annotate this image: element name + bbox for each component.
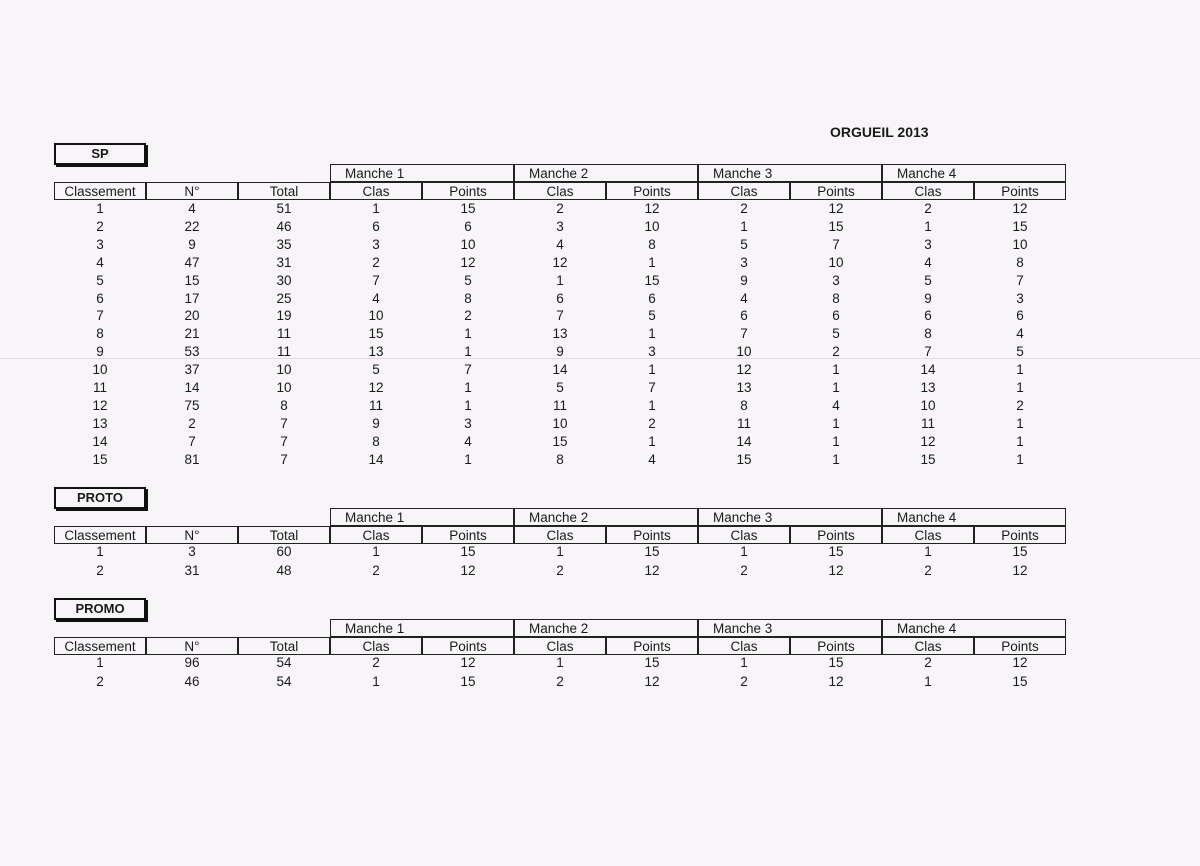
column-header: N° <box>146 182 238 200</box>
table-cell: 1 <box>96 655 104 670</box>
column-header: N° <box>146 526 238 544</box>
table-cell: 7 <box>280 415 288 431</box>
table-cell: 6 <box>1016 308 1024 324</box>
column-header: Clas <box>330 182 422 200</box>
table-cell: 8 <box>280 397 288 413</box>
table-cell: 1 <box>1016 433 1024 449</box>
table-cell: 3 <box>924 236 932 252</box>
column-header: Points <box>422 182 514 200</box>
table-cell: 1 <box>648 433 656 449</box>
column-header: Points <box>606 182 698 200</box>
table-cell: 11 <box>920 415 935 431</box>
table-cell: 2 <box>556 673 564 689</box>
table-cell: 6 <box>96 290 104 306</box>
table-cell: 6 <box>740 308 748 324</box>
table-cell: 4 <box>1016 326 1024 342</box>
table-cell: 5 <box>648 308 656 324</box>
table-cell: 12 <box>644 201 660 216</box>
table-cell: 10 <box>368 308 384 324</box>
table-cell: 10 <box>1012 236 1028 252</box>
table-cell: 12 <box>828 201 844 216</box>
table-row <box>54 236 1066 254</box>
table-cell: 10 <box>276 380 292 395</box>
table-cell: 48 <box>276 562 292 578</box>
table-cell: 15 <box>644 544 660 559</box>
table-cell: 1 <box>924 544 932 559</box>
table-cell: 13 <box>736 380 752 395</box>
table-cell: 20 <box>184 308 200 324</box>
table-cell: 11 <box>368 397 383 413</box>
table-cell: 13 <box>552 326 568 342</box>
table-cell: 15 <box>460 201 476 216</box>
table-cell: 3 <box>372 236 380 252</box>
table-cell: 14 <box>92 433 108 449</box>
table-cell: 54 <box>276 673 292 689</box>
table-row <box>54 343 1066 361</box>
table-cell: 46 <box>184 673 200 689</box>
manche-header: Manche 4 <box>882 619 1066 637</box>
column-header: Clas <box>514 637 606 655</box>
table-cell: 15 <box>828 655 844 670</box>
table-cell: 5 <box>556 380 564 395</box>
table-cell: 25 <box>276 290 292 306</box>
table-cell: 1 <box>556 272 564 288</box>
table-cell: 11 <box>92 380 107 395</box>
table-cell: 4 <box>372 290 380 306</box>
table-cell: 46 <box>276 218 292 234</box>
table-cell: 1 <box>464 380 472 395</box>
column-header-row <box>54 182 1066 200</box>
table-cell: 75 <box>184 397 200 413</box>
table-cell: 14 <box>920 362 936 378</box>
table-row <box>54 379 1066 397</box>
table-cell: 11 <box>276 344 291 360</box>
manche-header: Manche 1 <box>330 164 514 182</box>
table-cell: 2 <box>372 562 380 578</box>
table-cell: 12 <box>460 562 476 578</box>
table-cell: 8 <box>1016 254 1024 270</box>
column-header: Points <box>974 637 1066 655</box>
table-cell: 35 <box>276 236 292 252</box>
table-row <box>54 543 1066 561</box>
page-title: ORGUEIL 2013 <box>830 124 929 140</box>
table-cell: 15 <box>460 544 476 559</box>
table-cell: 2 <box>648 415 656 431</box>
table-cell: 1 <box>464 397 472 413</box>
column-header: N° <box>146 637 238 655</box>
table-cell: 1 <box>96 544 104 559</box>
table-cell: 1 <box>924 218 932 234</box>
column-header: Total <box>238 526 330 544</box>
table-cell: 10 <box>736 344 752 360</box>
table-cell: 5 <box>96 272 104 288</box>
table-cell: 1 <box>648 362 656 378</box>
table-row <box>54 397 1066 415</box>
table-cell: 7 <box>280 451 288 467</box>
table-cell: 15 <box>828 218 844 234</box>
table-cell: 9 <box>740 272 748 288</box>
table-cell: 12 <box>736 362 752 378</box>
table-cell: 12 <box>1012 201 1028 216</box>
table-cell: 10 <box>828 254 844 270</box>
table-cell: 7 <box>96 308 104 324</box>
column-header: Clas <box>882 526 974 544</box>
table-cell: 2 <box>372 254 380 270</box>
table-cell: 15 <box>460 673 476 689</box>
table-row <box>54 415 1066 433</box>
table-cell: 15 <box>828 544 844 559</box>
table-cell: 2 <box>96 562 104 578</box>
table-cell: 14 <box>184 380 200 395</box>
table-row <box>54 307 1066 325</box>
section-badge: SP <box>54 143 146 165</box>
table-cell: 15 <box>644 272 660 288</box>
table-cell: 11 <box>552 397 567 413</box>
manche-header: Manche 1 <box>330 619 514 637</box>
table-cell: 9 <box>924 290 932 306</box>
table-cell: 13 <box>92 415 108 431</box>
table-cell: 12 <box>460 254 476 270</box>
table-row <box>54 673 1066 691</box>
table-cell: 1 <box>464 344 472 360</box>
table-cell: 2 <box>740 201 748 216</box>
table-cell: 4 <box>924 254 932 270</box>
table-cell: 12 <box>920 433 936 449</box>
table-cell: 1 <box>832 451 840 467</box>
table-cell: 15 <box>644 655 660 670</box>
table-cell: 12 <box>552 254 568 270</box>
table-cell: 12 <box>828 673 844 689</box>
table-cell: 6 <box>648 290 656 306</box>
table-row <box>54 290 1066 308</box>
table-cell: 15 <box>368 326 384 342</box>
table-cell: 1 <box>832 380 840 395</box>
manche-header-row <box>54 619 1066 637</box>
manche-header: Manche 2 <box>514 164 698 182</box>
table-cell: 10 <box>92 362 108 378</box>
table-cell: 17 <box>184 290 200 306</box>
table-cell: 5 <box>832 326 840 342</box>
column-header: Clas <box>698 182 790 200</box>
table-cell: 3 <box>1016 290 1024 306</box>
table-cell: 19 <box>276 308 292 324</box>
table-cell: 12 <box>92 397 108 413</box>
table-cell: 2 <box>96 218 104 234</box>
table-cell: 6 <box>832 308 840 324</box>
table-cell: 31 <box>276 254 292 270</box>
table-cell: 7 <box>280 433 288 449</box>
table-cell: 14 <box>368 451 384 467</box>
table-cell: 7 <box>556 308 564 324</box>
table-cell: 3 <box>832 272 840 288</box>
table-cell: 31 <box>184 562 200 578</box>
table-cell: 15 <box>920 451 936 467</box>
manche-header-row <box>54 164 1066 182</box>
table-cell: 1 <box>924 673 932 689</box>
column-header: Points <box>790 526 882 544</box>
table-cell: 12 <box>1012 562 1028 578</box>
table-cell: 47 <box>184 254 200 270</box>
column-header-row <box>54 526 1066 544</box>
column-header: Classement <box>54 182 146 200</box>
table-cell: 6 <box>464 218 472 234</box>
table-cell: 12 <box>368 380 384 395</box>
table-cell: 1 <box>96 201 104 216</box>
table-cell: 5 <box>464 272 472 288</box>
table-cell: 12 <box>460 655 476 670</box>
table-cell: 10 <box>644 218 660 234</box>
table-cell: 13 <box>368 344 384 360</box>
table-cell: 8 <box>372 433 380 449</box>
table-cell: 2 <box>556 201 564 216</box>
table-cell: 8 <box>740 397 748 413</box>
table-cell: 7 <box>648 380 656 395</box>
table-cell: 7 <box>924 344 932 360</box>
table-cell: 1 <box>832 362 840 378</box>
table-cell: 96 <box>184 655 200 670</box>
table-cell: 7 <box>1016 272 1024 288</box>
column-header: Clas <box>882 182 974 200</box>
column-header: Points <box>974 182 1066 200</box>
table-cell: 1 <box>556 655 564 670</box>
table-cell: 1 <box>1016 451 1024 467</box>
table-cell: 5 <box>1016 344 1024 360</box>
section-badge: PROTO <box>54 487 146 509</box>
table-cell: 1 <box>740 655 748 670</box>
table-cell: 8 <box>556 451 564 467</box>
table-cell: 5 <box>372 362 380 378</box>
column-header: Clas <box>514 526 606 544</box>
table-cell: 10 <box>552 415 568 431</box>
table-cell: 2 <box>740 562 748 578</box>
table-cell: 9 <box>556 344 564 360</box>
table-cell: 4 <box>464 433 472 449</box>
table-cell: 7 <box>740 326 748 342</box>
table-cell: 15 <box>184 272 200 288</box>
table-cell: 2 <box>96 673 104 689</box>
table-cell: 7 <box>188 433 196 449</box>
table-cell: 1 <box>832 433 840 449</box>
table-cell: 5 <box>924 272 932 288</box>
manche-header-row <box>54 508 1066 526</box>
table-cell: 3 <box>188 544 196 559</box>
table-cell: 1 <box>1016 362 1024 378</box>
table-cell: 9 <box>96 344 104 360</box>
table-cell: 6 <box>372 218 380 234</box>
table-cell: 15 <box>92 451 108 467</box>
manche-header: Manche 3 <box>698 164 882 182</box>
column-header-row <box>54 637 1066 655</box>
table-cell: 15 <box>1012 544 1028 559</box>
table-cell: 1 <box>372 201 380 216</box>
manche-header: Manche 3 <box>698 619 882 637</box>
table-cell: 1 <box>372 544 380 559</box>
table-cell: 1 <box>1016 380 1024 395</box>
table-cell: 30 <box>276 272 292 288</box>
table-row <box>54 451 1066 469</box>
table-cell: 4 <box>740 290 748 306</box>
table-cell: 1 <box>648 397 656 413</box>
table-cell: 13 <box>920 380 936 395</box>
table-cell: 22 <box>184 218 200 234</box>
table-cell: 7 <box>464 362 472 378</box>
table-cell: 10 <box>920 397 936 413</box>
table-cell: 15 <box>736 451 752 467</box>
table-cell: 12 <box>644 673 660 689</box>
table-cell: 3 <box>648 344 656 360</box>
table-cell: 37 <box>184 362 200 378</box>
table-row <box>54 562 1066 580</box>
table-cell: 6 <box>556 290 564 306</box>
table-cell: 51 <box>276 201 292 216</box>
manche-header: Manche 2 <box>514 619 698 637</box>
manche-header: Manche 1 <box>330 508 514 526</box>
column-header: Clas <box>698 526 790 544</box>
table-cell: 1 <box>1016 415 1024 431</box>
table-cell: 8 <box>832 290 840 306</box>
table-cell: 14 <box>736 433 752 449</box>
table-cell: 53 <box>184 344 200 360</box>
column-header: Total <box>238 637 330 655</box>
table-cell: 11 <box>736 415 751 431</box>
table-row <box>54 325 1066 343</box>
table-cell: 12 <box>828 562 844 578</box>
table-cell: 2 <box>188 415 196 431</box>
table-cell: 4 <box>96 254 104 270</box>
table-cell: 1 <box>372 673 380 689</box>
table-cell: 4 <box>556 236 564 252</box>
table-cell: 3 <box>96 236 104 252</box>
table-row <box>54 200 1066 218</box>
table-cell: 1 <box>556 544 564 559</box>
table-cell: 60 <box>276 544 292 559</box>
table-cell: 15 <box>1012 218 1028 234</box>
column-header: Clas <box>698 637 790 655</box>
manche-header: Manche 3 <box>698 508 882 526</box>
table-cell: 14 <box>552 362 568 378</box>
table-cell: 15 <box>1012 673 1028 689</box>
manche-header: Manche 2 <box>514 508 698 526</box>
table-cell: 4 <box>832 397 840 413</box>
table-cell: 1 <box>740 218 748 234</box>
table-row <box>54 254 1066 272</box>
column-header: Points <box>606 526 698 544</box>
manche-header: Manche 4 <box>882 508 1066 526</box>
table-cell: 1 <box>740 544 748 559</box>
table-cell: 4 <box>648 451 656 467</box>
column-header: Points <box>422 637 514 655</box>
table-cell: 1 <box>832 415 840 431</box>
column-header: Total <box>238 182 330 200</box>
column-header: Points <box>974 526 1066 544</box>
table-row <box>54 433 1066 451</box>
table-cell: 3 <box>556 218 564 234</box>
table-cell: 9 <box>188 236 196 252</box>
table-cell: 1 <box>648 254 656 270</box>
table-row <box>54 654 1066 672</box>
column-header: Points <box>422 526 514 544</box>
column-header: Clas <box>514 182 606 200</box>
section-badge: PROMO <box>54 598 146 620</box>
table-cell: 12 <box>1012 655 1028 670</box>
table-row <box>54 361 1066 379</box>
table-cell: 2 <box>924 201 932 216</box>
table-cell: 9 <box>372 415 380 431</box>
column-header: Classement <box>54 526 146 544</box>
column-header: Clas <box>882 637 974 655</box>
table-cell: 11 <box>276 326 291 342</box>
column-header: Points <box>606 637 698 655</box>
table-cell: 5 <box>740 236 748 252</box>
table-cell: 81 <box>184 451 200 467</box>
column-header: Clas <box>330 526 422 544</box>
table-cell: 8 <box>648 236 656 252</box>
column-header: Points <box>790 637 882 655</box>
table-row <box>54 272 1066 290</box>
table-cell: 6 <box>924 308 932 324</box>
table-cell: 2 <box>924 655 932 670</box>
table-cell: 1 <box>464 326 472 342</box>
table-cell: 3 <box>464 415 472 431</box>
table-cell: 10 <box>460 236 476 252</box>
table-cell: 4 <box>188 201 196 216</box>
table-cell: 2 <box>372 655 380 670</box>
manche-header: Manche 4 <box>882 164 1066 182</box>
table-cell: 15 <box>552 433 568 449</box>
table-cell: 8 <box>924 326 932 342</box>
table-row <box>54 218 1066 236</box>
table-cell: 1 <box>464 451 472 467</box>
table-cell: 2 <box>924 562 932 578</box>
column-header: Classement <box>54 637 146 655</box>
table-cell: 54 <box>276 655 292 670</box>
table-cell: 7 <box>832 236 840 252</box>
table-cell: 2 <box>832 344 840 360</box>
table-cell: 8 <box>96 326 104 342</box>
table-cell: 10 <box>276 362 292 378</box>
table-cell: 8 <box>464 290 472 306</box>
table-cell: 1 <box>648 326 656 342</box>
column-header: Points <box>790 182 882 200</box>
table-cell: 2 <box>464 308 472 324</box>
column-header: Clas <box>330 637 422 655</box>
table-cell: 7 <box>372 272 380 288</box>
table-cell: 2 <box>556 562 564 578</box>
table-cell: 12 <box>644 562 660 578</box>
table-cell: 21 <box>184 326 200 342</box>
table-cell: 2 <box>1016 397 1024 413</box>
table-cell: 2 <box>740 673 748 689</box>
table-cell: 3 <box>740 254 748 270</box>
